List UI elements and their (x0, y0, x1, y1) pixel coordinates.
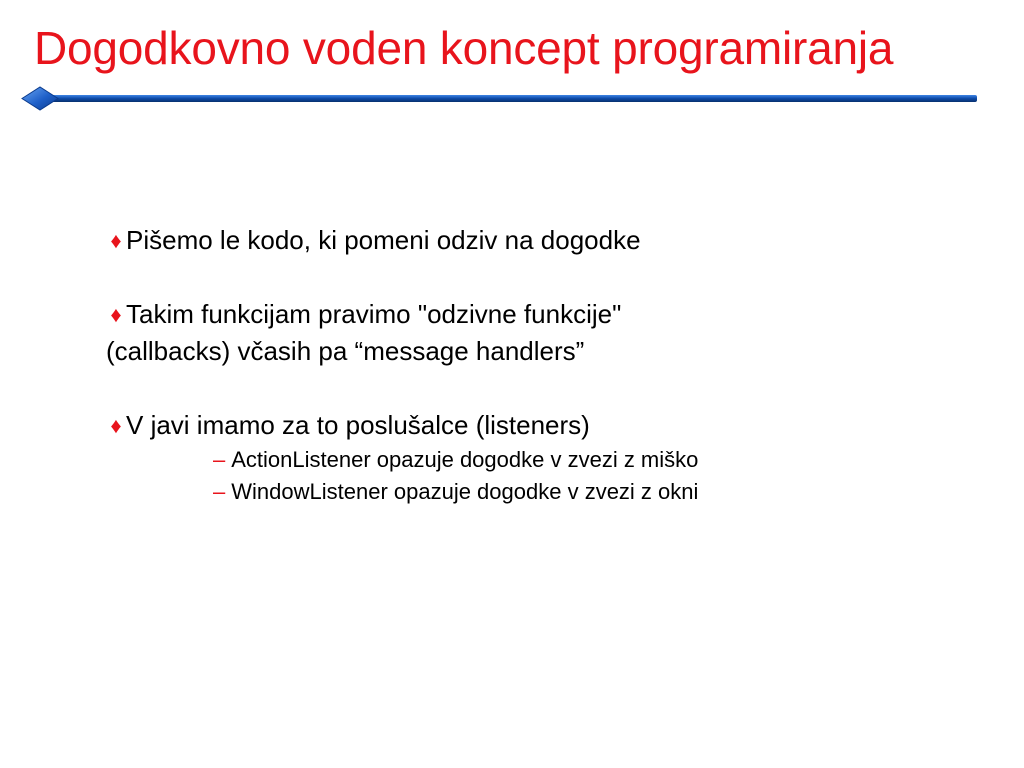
title-underline (0, 80, 1024, 120)
bullet-text: Pišemo le kodo, ki pomeni odziv na dogodke (126, 225, 641, 255)
sub-bullet-text: ActionListener opazuje dogodke v zvezi z miško (231, 447, 699, 472)
sub-bullet-item (106, 476, 986, 508)
bullet-item (106, 296, 986, 370)
sub-bullet-item (106, 444, 986, 476)
bullet-text: Takim funkcijam pravimo "odzivne funkcije" (126, 299, 622, 329)
diamond-bullet-icon: ♦ (110, 413, 122, 438)
bullet-text: V javi imamo za to poslušalce (listeners) (126, 410, 590, 440)
sub-bullet-text: WindowListener opazuje dogodke v zvezi z okni (231, 479, 699, 504)
bullet-list (106, 222, 986, 508)
rule-diamond-icon (22, 87, 58, 110)
slide-title: Dogodkovno voden koncept programiranja (34, 22, 894, 74)
title-rule-bar (40, 95, 977, 102)
bullet-text-continuation: (callbacks) včasih pa “message handlers” (106, 336, 585, 366)
bullet-item (106, 222, 986, 259)
bullet-item (106, 407, 986, 444)
diamond-bullet-icon: ♦ (110, 302, 122, 327)
diamond-bullet-icon: ♦ (110, 228, 122, 253)
dash-bullet-icon: – (213, 479, 226, 504)
dash-bullet-icon: – (213, 447, 226, 472)
